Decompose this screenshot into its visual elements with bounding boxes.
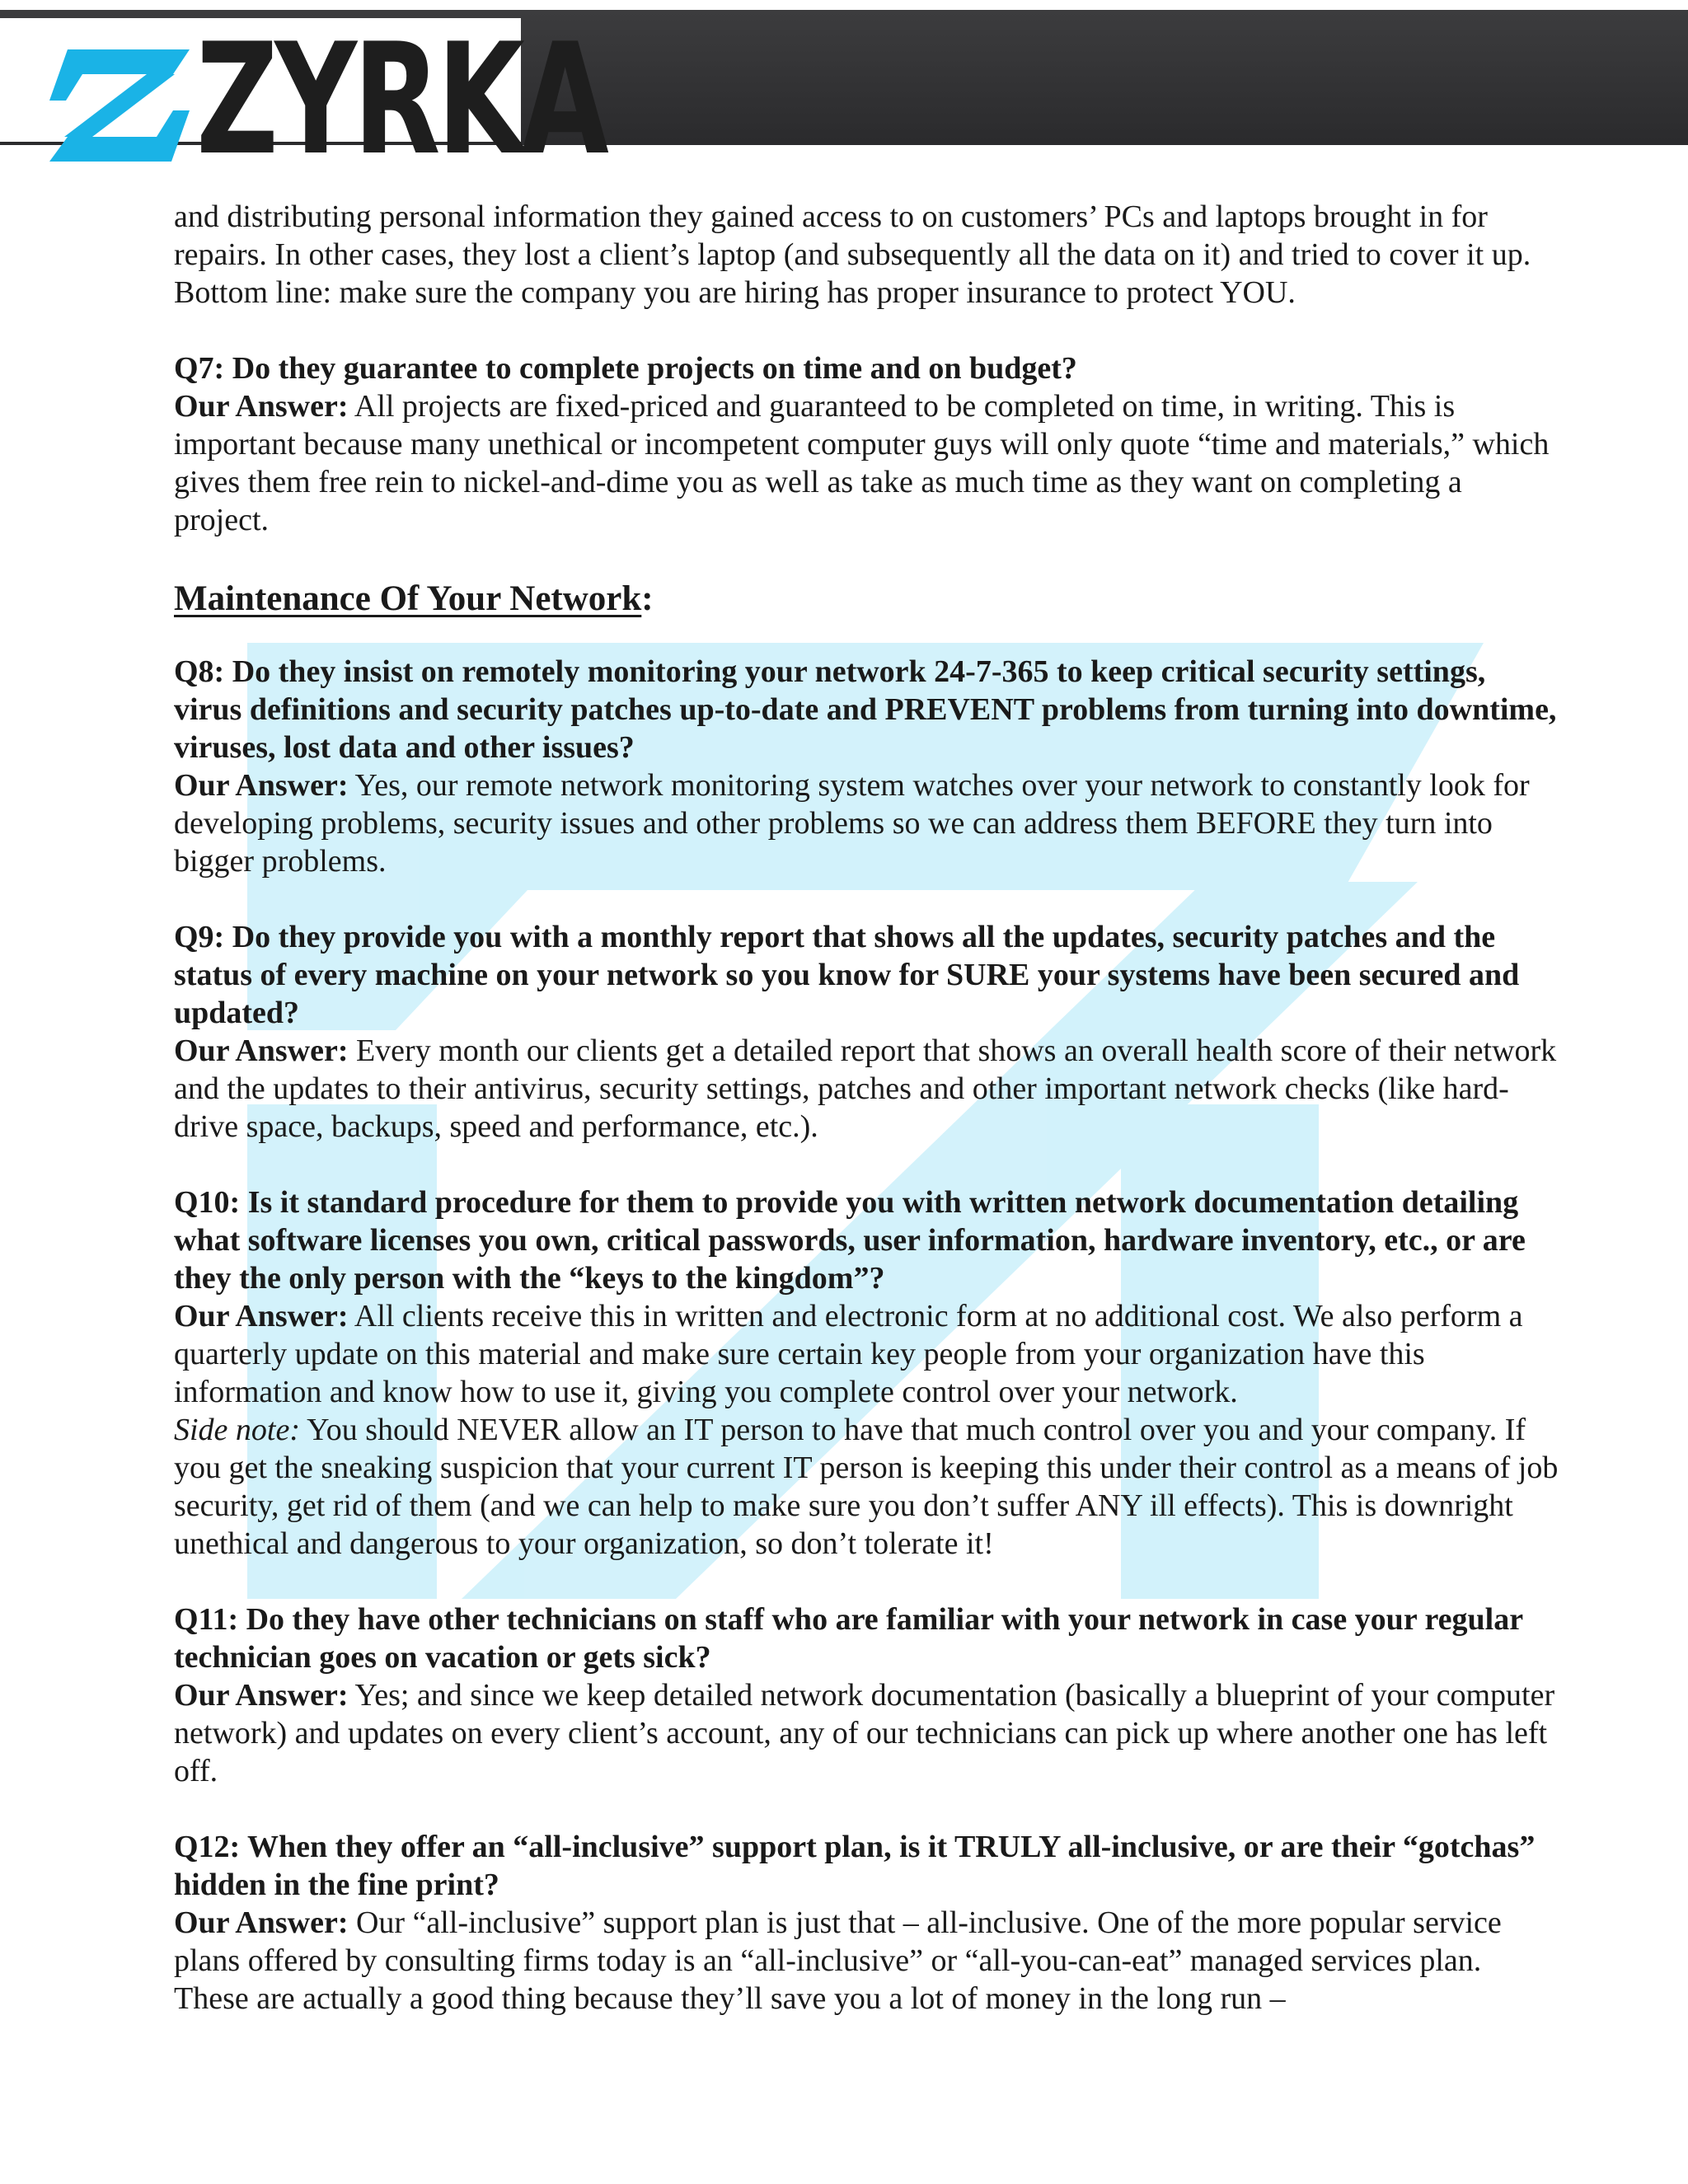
faq-item-q11 — [174, 1601, 1559, 1790]
side-note-q10 — [174, 1411, 1559, 1563]
zyrka-logo-mark-icon — [49, 49, 190, 162]
section-heading — [174, 577, 1559, 621]
answer-text: Our “all-inclusive” support plan is just that – all-inclusive. One of the more popular service plans offered by consulting firms today is an “all-inclusive” or “all-you-can-eat” managed services plan. These are actually a good thing because they’ll save you a lot of money in the long run – — [174, 1905, 1502, 2016]
faq-item-q7 — [174, 349, 1559, 539]
answer-q7 — [174, 387, 1559, 539]
intro-block — [174, 198, 1559, 312]
answer-text: Yes, our remote network monitoring system watches over your network to constantly look for developing problems, security issues and other problems so we can address them BEFORE they turn into bigger problems. — [174, 768, 1530, 879]
logo-wordmark: ZYRKA — [196, 10, 606, 189]
answer-q11 — [174, 1676, 1559, 1790]
side-note-label: Side note: — [174, 1413, 301, 1447]
answer-label: Our Answer: — [174, 1033, 349, 1068]
question-q9: Q9: Do they provide you with a monthly report that shows all the updates, security patches and the status of every machine on your network so you know for SURE your systems have been secured and updated? — [174, 920, 1520, 1030]
answer-label: Our Answer: — [174, 1905, 349, 1940]
answer-text: Every month our clients get a detailed report that shows an overall health score of their network and the updates to their antivirus, security settings, patches and other important network checks (like hard-drive space, backups, speed and performance, etc.). — [174, 1033, 1557, 1144]
question-q10: Q10: Is it standard procedure for them to provide you with written network documentation detailing what software licenses you own, critical passwords, user information, hardware inventory, etc., or are they the only person with the “keys to the kingdom”? — [174, 1185, 1526, 1296]
faq-item-q12 — [174, 1828, 1559, 2018]
answer-label: Our Answer: — [174, 1678, 349, 1713]
answer-text: Yes; and since we keep detailed network documentation (basically a blueprint of your computer network) and updates on every client’s account, any of our technicians can pick up where another one has left off. — [174, 1678, 1555, 1788]
faq-item-q8 — [174, 653, 1559, 880]
section-heading-text: Maintenance Of Your Network — [174, 579, 642, 618]
answer-label: Our Answer: — [174, 1299, 349, 1333]
answer-q9 — [174, 1032, 1559, 1146]
answer-q10 — [174, 1297, 1559, 1411]
logo — [0, 10, 606, 189]
answer-text: All projects are fixed-priced and guaranteed to be completed on time, in writing. This is important because many unethical or incompetent computer guys will only quote “time and materials,” which gives them free rein to nickel-and-dime you as well as take as much time as they want on completing a project. — [174, 389, 1550, 537]
page-header — [0, 0, 1688, 189]
question-q7: Q7: Do they guarantee to complete projects on time and on budget? — [174, 351, 1077, 386]
answer-q12 — [174, 1904, 1559, 2018]
question-q12: Q12: When they offer an “all-inclusive” support plan, is it TRULY all-inclusive, or are their “gotchas” hidden in the fine print? — [174, 1830, 1536, 1902]
intro-paragraph: and distributing personal information they gained access to on customers’ PCs and laptops brought in for repairs. In other cases, they lost a client’s laptop (and subsequently all the data on it) and tried to cover it up. Bottom line: make sure the company you are hiring has proper insurance to protect YOU. — [174, 199, 1531, 310]
side-note-text: You should NEVER allow an IT person to have that much control over you and your company. If you get the sneaking suspicion that your current IT person is keeping this under their control as a means of job security, get rid of them (and we can help to make sure you don’t suffer ANY ill effects). This is downright unethical and dangerous to your organization, so don’t tolerate it! — [174, 1413, 1559, 1561]
answer-label: Our Answer: — [174, 768, 349, 803]
answer-text: All clients receive this in written and electronic form at no additional cost. We also perform a quarterly update on this material and make sure certain key people from your organization have this information and know how to use it, giving you complete control over your network. — [174, 1299, 1523, 1409]
answer-label: Our Answer: — [174, 389, 349, 424]
question-q11: Q11: Do they have other technicians on staff who are familiar with your network in case your regular technician goes on vacation or gets sick? — [174, 1602, 1523, 1675]
faq-item-q9 — [174, 918, 1559, 1146]
question-q8: Q8: Do they insist on remotely monitoring your network 24-7-365 to keep critical security settings, virus definitions and security patches up-to-date and PREVENT problems from turning into downtime, viruses, lost data and other issues? — [174, 654, 1557, 765]
section-heading-suffix: : — [641, 579, 654, 618]
document-body — [174, 198, 1559, 2055]
answer-q8 — [174, 766, 1559, 880]
faq-item-q10 — [174, 1183, 1559, 1563]
